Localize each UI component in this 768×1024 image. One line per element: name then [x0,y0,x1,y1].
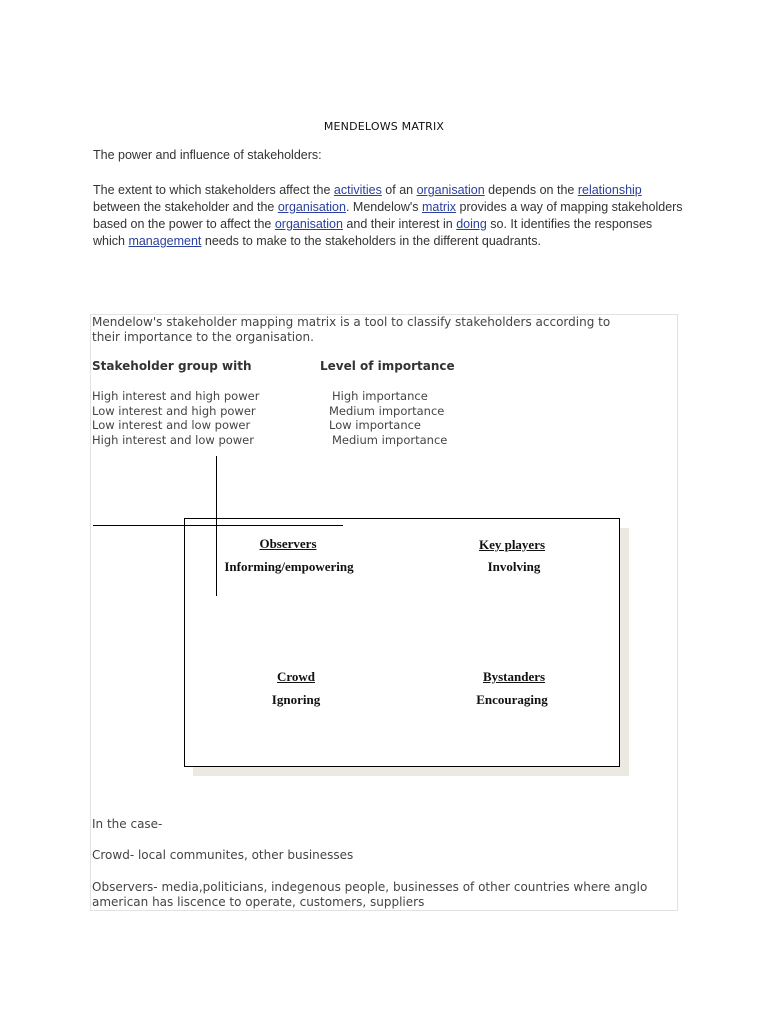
intro-paragraph [93,182,683,250]
paragraph-text: provides a way of mapping stakeholders based on the power to affect the [93,200,683,231]
header-stakeholder-group: Stakeholder group with [92,359,252,373]
matrix-intro: Mendelow's stakeholder mapping matrix is a tool to classify stakeholders according to their importance to the organisation. [92,315,611,344]
paragraph-text: between the stakeholder and the [93,200,278,214]
paragraph-text: and their interest in [342,217,457,231]
paragraph-text: so. It identifies the responses which [93,217,653,248]
row-group: Low interest and high power [92,404,256,418]
link-management[interactable]: management [128,234,202,248]
link-relationship[interactable]: relationship [577,183,642,197]
row-group: Low interest and low power [92,418,251,432]
link-organisation[interactable]: organisation [277,200,346,214]
page-title: MENDELOWS MATRIX [323,120,445,133]
case-observers: Observers- media,politicians, indegenous people, businesses of other countries where anglo american has liscence to operate, customers, suppliers [92,880,648,909]
link-organisation[interactable]: organisation [416,183,485,197]
link-activities[interactable]: activities [333,183,382,197]
quadrant-key-players-action: Involving [487,559,541,574]
mendelow-matrix [184,518,620,767]
row-level: Low importance [329,418,422,432]
quadrant-bystanders-title: Bystanders [482,669,546,684]
case-crowd: Crowd- local communites, other businesses [92,848,354,862]
row-group: High interest and low power [92,433,254,447]
quadrant-crowd-action: Ignoring [271,692,321,707]
link-matrix[interactable]: matrix [422,200,457,214]
interest-axis-line [93,525,343,526]
quadrant-observers-action: Informing/empowering [224,559,354,574]
row-group: High interest and high power [92,389,260,403]
header-level-of-importance: Level of importance [320,359,455,373]
quadrant-bystanders-action: Encouraging [476,692,548,707]
paragraph-text: of an [381,183,417,197]
paragraph-text: The extent to which stakeholders affect the [93,183,334,197]
subtitle: The power and influence of stakeholders: [93,148,322,162]
row-level: Medium importance [332,433,448,447]
row-level: Medium importance [329,404,445,418]
quadrant-key-players-title: Key players [478,537,546,552]
paragraph-text: . Mendelow's [345,200,423,214]
link-organisation[interactable]: organisation [274,217,343,231]
quadrant-crowd-title: Crowd [276,669,316,684]
paragraph-text: depends on the [484,183,578,197]
link-doing[interactable]: doing [456,217,487,231]
power-axis-line [216,456,217,596]
paragraph-text: needs to make to the stakeholders in the different quadrants. [201,234,541,248]
case-heading: In the case- [92,817,163,831]
row-level: High importance [332,389,428,403]
quadrant-observers-title: Observers [259,536,317,551]
